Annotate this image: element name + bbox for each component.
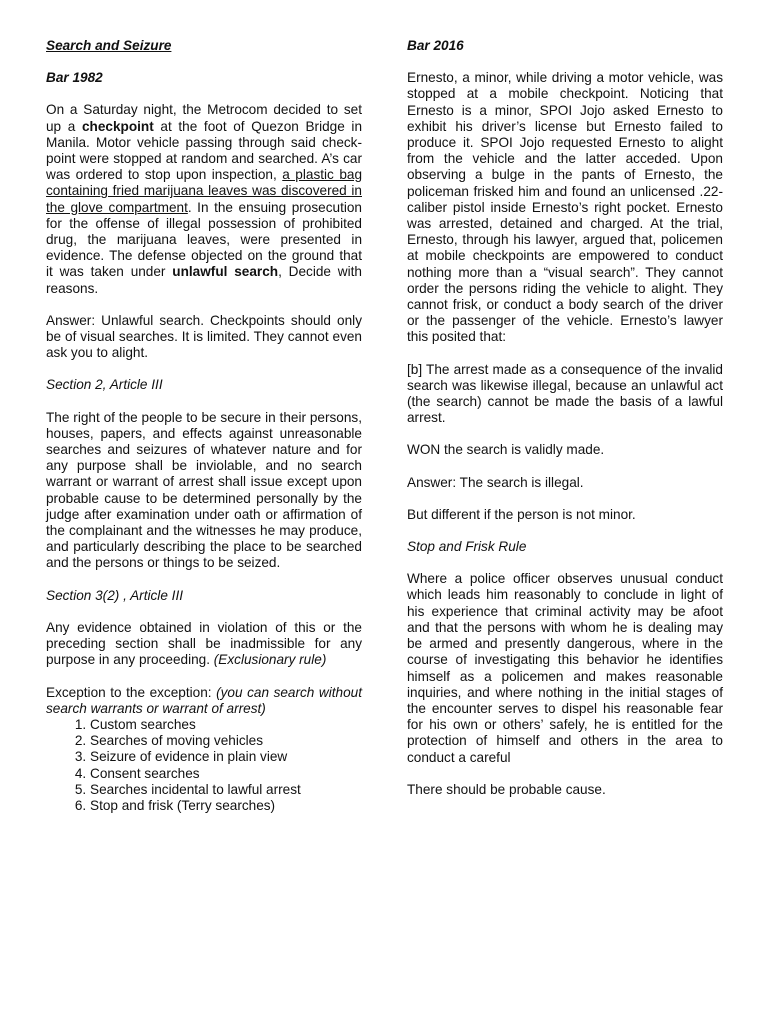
case-2016-paragraph: Ernesto, a minor, while driving a motor vehicle, was stopped at a mobile checkpoint. Noticing that Ernesto is a minor, SPOI Jojo asked Ernesto to exhibit his driver’s license but Ernesto failed to produce it. SPOI Jojo requested Ernesto to alight from the vehicle and the latter acceded. Upon observing a bulge in the pants of Ernesto, the policeman frisked him and found an unlicensed .22-caliber pistol inside Ernesto’s right pocket. Ernesto was arrested, detained and charged. At the trial, Ernesto, through his lawyer, argued that, policemen at mobile checkpoints are empowered to conduct nothing more than a “visual search”. They cannot order the persons riding the vehicle to alight. They cannot frisk, or conduct a body search of the driver or the passenger of the vehicle. Ernesto’s lawyer this posited that: — [407, 70, 723, 345]
exception-note: (you can search without search warrants or warrant of arrest) — [46, 684, 362, 716]
case-text: , Decide with reasons. — [46, 264, 362, 296]
minor-note: But different if the person is not minor. — [407, 506, 636, 522]
answer-1982: Answer: Unlawful search. Checkpoints should only be of visual searches. It is limited. They cannot even ask you to alight. — [46, 312, 362, 361]
section-3-title: Section 3(2) , Article III — [46, 587, 183, 603]
case-1982-paragraph — [46, 102, 362, 296]
list-item: 1. Custom searches — [90, 717, 362, 733]
case-bold-checkpoint: checkpoint — [81, 118, 154, 134]
stop-frisk-title: Stop and Frisk Rule — [407, 539, 527, 555]
section-heading — [46, 38, 362, 54]
list-item: 3. Seizure of evidence in plain view — [90, 749, 362, 765]
bar-2016-title — [407, 38, 723, 54]
exclusionary-rule-note: (Exclusionary rule) — [213, 652, 327, 668]
conclusion: There should be probable cause. — [407, 781, 606, 797]
section-3-text — [46, 620, 362, 669]
exception-lead: Exception to the exception: — [46, 684, 217, 700]
case-text: at the foot of Quezon Bridge in Manila. Motor vehicle passing through said check-point were stopped at random and searched. A’s car was ordered to stop upon inspection, — [46, 118, 363, 183]
section-2-text: The right of the people to be secure in their persons, houses, papers, and effects against unreasonable searches and seizures of whatever nature and for any purpose shall be inviolable, and no search warrant or warrant of arrest shall issue except upon probable cause to be determined personally by the judge after examination under oath or affirmation of the complainant and the witnesses he may produce, and particularly describing the place to be searched and the persons or things to be seized. — [46, 409, 362, 571]
section-3-body: Any evidence obtained in violation of this or the preceding section shall be inadmissible for any purpose in any proceeding. — [46, 619, 362, 668]
answer-2016: Answer: The search is illegal. — [407, 474, 584, 490]
case-text: . In the ensuing prosecution for the offense of illegal possession of prohibited drug, the marijuana leaves, were presented in evidence. The defense objected on the ground that it was taken under — [46, 199, 362, 280]
list-item: 5. Searches incidental to lawful arrest — [90, 782, 362, 798]
issue-statement: WON the search is validly made. — [407, 442, 605, 458]
case-underlined-text: a plastic bag containing fried marijuana leaves was discovered in the glove compartment — [46, 167, 363, 215]
case-bold-unlawful-search: unlawful search — [172, 264, 279, 280]
list-item: 4. Consent searches — [90, 766, 362, 782]
point-b-paragraph: [b] The arrest made as a consequence of the invalid search was likewise illegal, because an unlawful act (the search) cannot be made the basis of a lawful arrest. — [407, 361, 723, 426]
stop-frisk-text: Where a police officer observes unusual conduct which leads him reasonably to conclude in light of his experience that criminal activity may be afoot and that the persons with whom he is dealing may be armed and presently dangerous, where in the course of investigating this behavior he identifies himself as a policemen and makes reasonable inquiries, and where nothing in the initial stages of the encounter serves to dispel his reasonable fear for his own or others’ safely, he is entitled for the protection of himself and others in the area to conduct a careful — [407, 571, 723, 765]
exceptions-list — [46, 717, 362, 814]
exception-intro — [46, 685, 362, 717]
right-column — [407, 38, 723, 814]
list-item: 6. Stop and frisk (Terry searches) — [90, 798, 362, 814]
section-2-title: Section 2, Article III — [46, 377, 163, 393]
bar-title-text: Bar 1982 — [46, 70, 103, 86]
bar-1982-title — [46, 70, 362, 86]
heading-text: Search and Seizure — [46, 38, 172, 53]
list-item: 2. Searches of moving vehicles — [90, 733, 362, 749]
left-column — [46, 38, 362, 814]
bar-title-text: Bar 2016 — [407, 38, 464, 53]
case-text: On a Saturday night, the Metrocom decided to set up a — [46, 102, 362, 134]
